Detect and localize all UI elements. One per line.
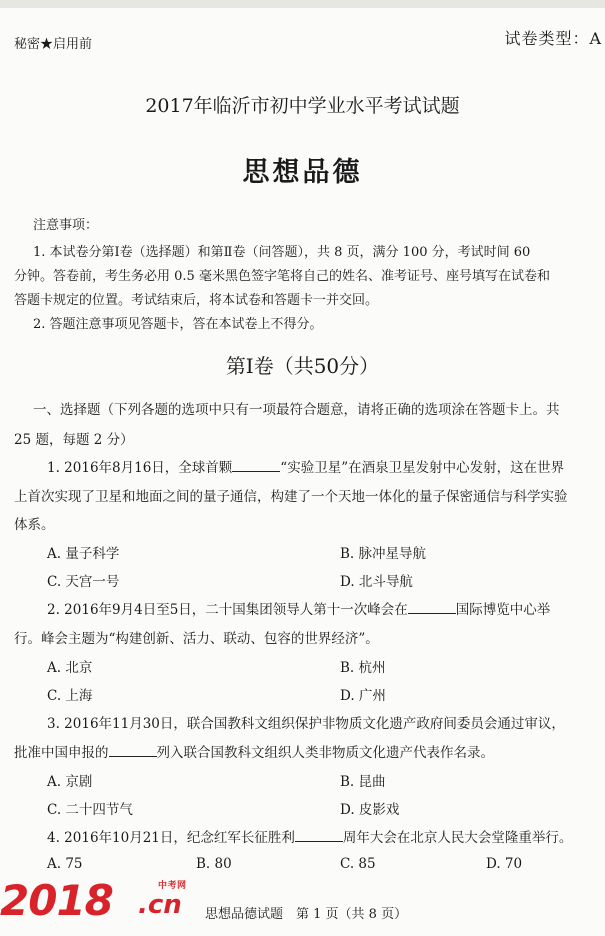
- question-2-option-c: C. 上海: [47, 688, 93, 704]
- subject-title: 思想品德: [242, 157, 363, 188]
- question-3-option-c: C. 二十四节气: [47, 802, 133, 818]
- section-instructions: 一、选择题（下列各题的选项中只有一项最符合题意，请将正确的选项涂在答题卡上。共: [33, 402, 560, 418]
- question-1-option-d: D. 北斗导航: [340, 574, 413, 590]
- question-4-option-b: B. 80: [196, 856, 232, 872]
- question-3-line: 批准中国申报的 列入联合国教科文组织人类非物质文化遗产代表作名录。: [14, 745, 494, 761]
- logo-number: 2018: [0, 876, 113, 925]
- paper-type-label: 试卷类型：A: [504, 29, 602, 48]
- question-2-line: 2. 2016年9月4日至5日，二十国集团领导人第十一次峰会在 国际博览中心举: [47, 602, 551, 618]
- exam-title: 2017年临沂市初中学业水平考试试题: [145, 95, 460, 117]
- answer-blank: [295, 829, 343, 842]
- section-instructions: 25 题，每题 2 分）: [14, 432, 134, 448]
- question-1-line: 上首次实现了卫星和地面之间的量子通信，构建了一个天地一体化的量子保密通信与科学实验: [14, 489, 568, 505]
- question-2-line: 行。峰会主题为“构建创新、活力、联动、包容的世界经济”。: [14, 631, 379, 647]
- watermark-logo: [0, 876, 187, 925]
- logo-badge: 中考网: [158, 881, 187, 891]
- answer-blank: [232, 459, 280, 472]
- question-4-option-c: C. 85: [340, 856, 376, 872]
- answer-blank: [408, 601, 456, 614]
- notes-heading: 注意事项：: [33, 218, 99, 233]
- question-3-option-a: A. 京剧: [47, 774, 93, 790]
- question-1-line: 体系。: [14, 517, 55, 533]
- notes-line: 分钟。答卷前，考生务必用 0.5 毫米黑色签字笔将自己的姓名、准考证号、座号填写在试卷和: [14, 269, 550, 284]
- scan-top-edge: [0, 0, 605, 8]
- question-3-option-d: D. 皮影戏: [340, 802, 400, 818]
- question-1-option-b: B. 脉冲星导航: [340, 546, 427, 562]
- confidential-label: 秘密★启用前: [14, 37, 93, 52]
- part-one-title: 第Ⅰ卷（共50分）: [225, 354, 380, 378]
- answer-blank: [109, 744, 157, 757]
- question-4-option-a: A. 75: [47, 856, 83, 872]
- notes-line: 1. 本试卷分第Ⅰ卷（选择题）和第Ⅱ卷（问答题），共 8 页，满分 100 分，考试时间 60: [33, 245, 531, 260]
- page-footer: 思想品德试题 第 1 页（共 8 页）: [205, 907, 408, 922]
- question-4-line: 4. 2016年10月21日，纪念红军长征胜利 周年大会在北京人民大会堂隆重举行。: [47, 830, 573, 846]
- logo-suffix: .cn: [138, 890, 182, 920]
- question-2-option-d: D. 广州: [340, 688, 386, 704]
- question-1-option-a: A. 量子科学: [47, 546, 120, 562]
- question-1-line: 1. 2016年8月16日，全球首颗 “实验卫星”在酒泉卫星发射中心发射，这在世界: [47, 460, 565, 476]
- question-1-option-c: C. 天宫一号: [47, 574, 120, 590]
- question-3-line: 3. 2016年11月30日，联合国教科文组织保护非物质文化遗产政府间委员会通过审议，: [47, 716, 565, 732]
- question-2-option-b: B. 杭州: [340, 660, 386, 676]
- question-3-option-b: B. 昆曲: [340, 774, 386, 790]
- notes-line: 2. 答题注意事项见答题卡，答在本试卷上不得分。: [33, 317, 323, 332]
- notes-line: 答题卡规定的位置。考试结束后，将本试卷和答题卡一并交回。: [14, 293, 379, 308]
- question-2-option-a: A. 北京: [47, 660, 93, 676]
- question-4-option-d: D. 70: [486, 856, 523, 872]
